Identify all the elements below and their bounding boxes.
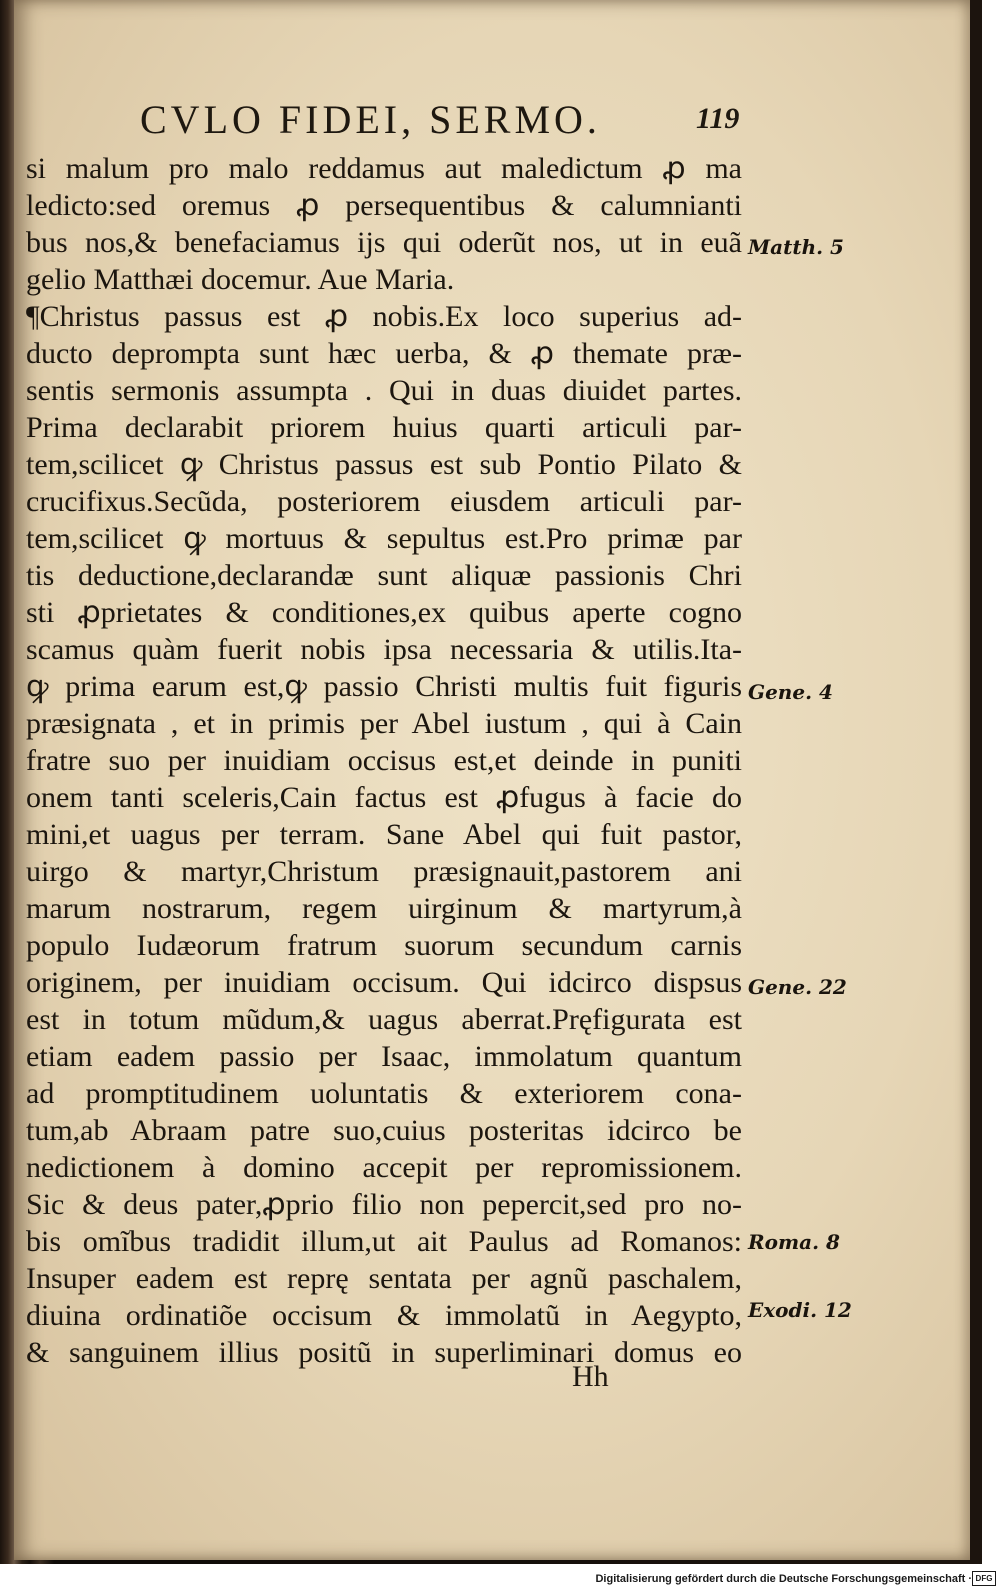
margin-note-genesis-4: Gene. 4 — [748, 680, 833, 704]
text-line: ducto deprompta sunt hæc uerba, & ꝓ themate præ- — [26, 337, 742, 370]
text-line: scamus quàm fuerit nobis ipsa necessaria & utilis.Ita- — [26, 633, 742, 666]
text-line: originem, per inuidiam occisum. Qui idcirco dispsus — [26, 966, 742, 999]
digitization-credit: Digitalisierung gefördert durch die Deutsche Forschungsgemeinschaft · — [595, 1573, 972, 1585]
text-line: etiam eadem passio per Isaac, immolatum quantum — [26, 1040, 742, 1073]
text-line: Prima declarabit priorem huius quarti articuli par- — [26, 411, 742, 444]
text-line: & sanguinem illius positũ in superliminari domus eo — [26, 1336, 742, 1369]
text-line: marum nostrarum, regem uirginum & martyrum,à — [26, 892, 742, 925]
text-line: bus nos,& benefaciamus ijs qui oderũt nos, ut in euã — [26, 226, 742, 259]
text-line: si malum pro malo reddamus aut maledictum ꝓ ma — [26, 152, 742, 185]
text-line: ¶Christus passus est ꝓ nobis.Ex loco superius ad- — [26, 300, 742, 333]
margin-note-matthew: Matth. 5 — [748, 235, 844, 259]
text-line: ꝙ prima earum est,ꝙ passio Christi multis fuit figuris — [26, 670, 742, 703]
margin-note-romans: Roma. 8 — [748, 1230, 840, 1254]
text-line: onem tanti sceleris,Cain factus est ꝓfugus à facie do — [26, 781, 742, 814]
text-line: Sic & deus pater,ꝓprio filio non pepercit,sed pro no- — [26, 1188, 742, 1221]
text-line: ledicto:sed oremus ꝓ persequentibus & calumnianti — [26, 189, 742, 222]
text-line: tem,scilicet ꝙ mortuus & sepultus est.Pro primæ par — [26, 522, 742, 555]
text-line: mini,et uagus per terram. Sane Abel qui fuit pastor, — [26, 818, 742, 851]
page-number: 119 — [696, 102, 740, 135]
text-line: præsignata , et in primis per Abel iustum , qui à Cain — [26, 707, 742, 740]
text-line: tis deductione,declarandæ sunt aliquæ passionis Chri — [26, 559, 742, 592]
text-line: bis omĩbus tradidit illum,ut ait Paulus ad Romanos: — [26, 1225, 742, 1258]
text-line: Insuper eadem est reprę sentata per agnũ paschalem, — [26, 1262, 742, 1295]
dfg-logo: DFG — [972, 1571, 996, 1586]
text-line: sti ꝓprietates & conditiones,ex quibus aperte cogno — [26, 596, 742, 629]
text-line: uirgo & martyr,Christum præsignauit,pastorem ani — [26, 855, 742, 888]
running-head: CVLO FIDEI, SERMO. — [140, 97, 601, 142]
text-line: populo Iudæorum fratrum suorum secundum carnis — [26, 929, 742, 962]
text-line: sentis sermonis assumpta . Qui in duas diuidet partes. — [26, 374, 742, 407]
signature-mark: Hh — [572, 1360, 609, 1393]
text-line: crucifixus.Secũda, posteriorem eiusdem articuli par- — [26, 485, 742, 518]
margin-note-genesis-22: Gene. 22 — [748, 975, 847, 999]
text-line: tum,ab Abraam patre suo,cuius posteritas idcirco be — [26, 1114, 742, 1147]
text-line: tem,scilicet ꝙ Christus passus est sub Pontio Pilato & — [26, 448, 742, 481]
text-line: diuina ordinatiõe occisum & immolatũ in Aegypto, — [26, 1299, 742, 1332]
text-line: fratre suo per inuidiam occisus est,et deinde in puniti — [26, 744, 742, 777]
text-line: nedictionem à domino accepit per repromissionem. — [26, 1151, 742, 1184]
margin-note-exodus: Exodi. 12 — [748, 1298, 852, 1322]
text-line: est in totum mũdum,& uagus aberrat.Pręfigurata est — [26, 1003, 742, 1036]
body-text — [26, 150, 742, 1371]
text-line: ad promptitudinem uoluntatis & exteriorem cona- — [26, 1077, 742, 1110]
text-line: gelio Matthæi docemur. Aue Maria. — [26, 263, 455, 296]
